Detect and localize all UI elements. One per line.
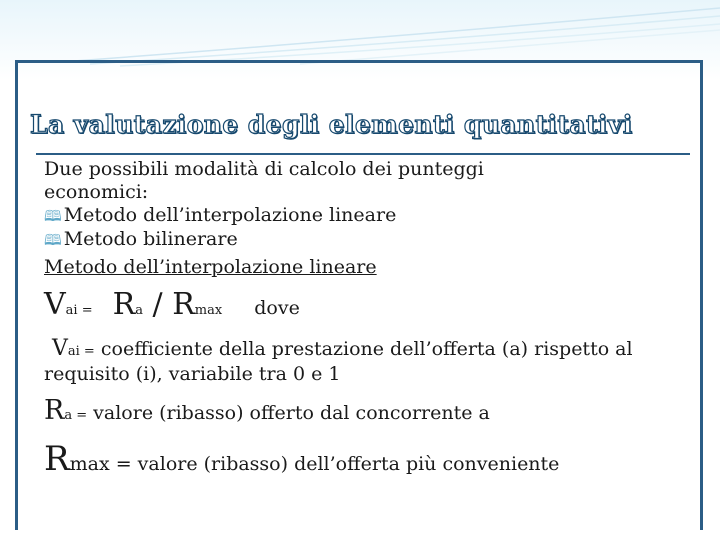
slide-body <box>44 158 684 484</box>
def-ra-text: valore (ribasso) offerto dal concorrente a <box>87 402 490 424</box>
formula-rmax: R <box>172 287 195 322</box>
def-v-sub: ai = <box>67 344 95 359</box>
def-rmax-text: valore (ribasso) dell’offerta più conveniente <box>131 453 560 475</box>
definition-rmax <box>44 439 684 484</box>
definition-ra <box>44 396 684 431</box>
formula-v-sub: ai = <box>65 303 93 318</box>
definition-v-line-2: requisito (i), variabile tra 0 e 1 <box>44 363 341 385</box>
bullet-item-1 <box>44 204 684 228</box>
def-ra-sub: a = <box>64 408 88 423</box>
def-v-symbol: V <box>52 336 68 361</box>
formula-ra-sub: a <box>135 303 144 318</box>
bullet-icon: 🕮 <box>44 207 62 225</box>
bullet-item-2 <box>44 228 684 252</box>
definition-v-line-1 <box>44 337 684 363</box>
bullet-icon: 🕮 <box>44 231 62 249</box>
formula-ra: R <box>112 287 136 322</box>
formula-rmax-sub: max <box>194 303 223 318</box>
intro-line-1: Due possibili modalità di calcolo dei punteggi <box>44 158 484 180</box>
def-rmax-symbol: R <box>44 439 70 479</box>
formula-v: V <box>44 287 66 322</box>
bullet-item-2-label: Metodo bilinerare <box>63 228 238 250</box>
formula-slash: / <box>143 287 173 322</box>
bullet-item-1-label: Metodo dell’interpolazione lineare <box>63 204 397 226</box>
slide-title: La valutazione degli elementi quantitativi <box>30 110 633 139</box>
def-v-text-1: coefficiente della prestazione dell’offerta (a) rispetto al <box>94 338 633 360</box>
formula-dove: dove <box>254 297 300 319</box>
title-divider <box>36 153 690 155</box>
formula-line <box>44 287 684 329</box>
def-ra-symbol: R <box>44 395 65 426</box>
def-rmax-sub: max = <box>69 453 132 475</box>
section-heading: Metodo dell’interpolazione lineare <box>44 256 377 278</box>
intro-line-2: economici: <box>44 181 149 203</box>
